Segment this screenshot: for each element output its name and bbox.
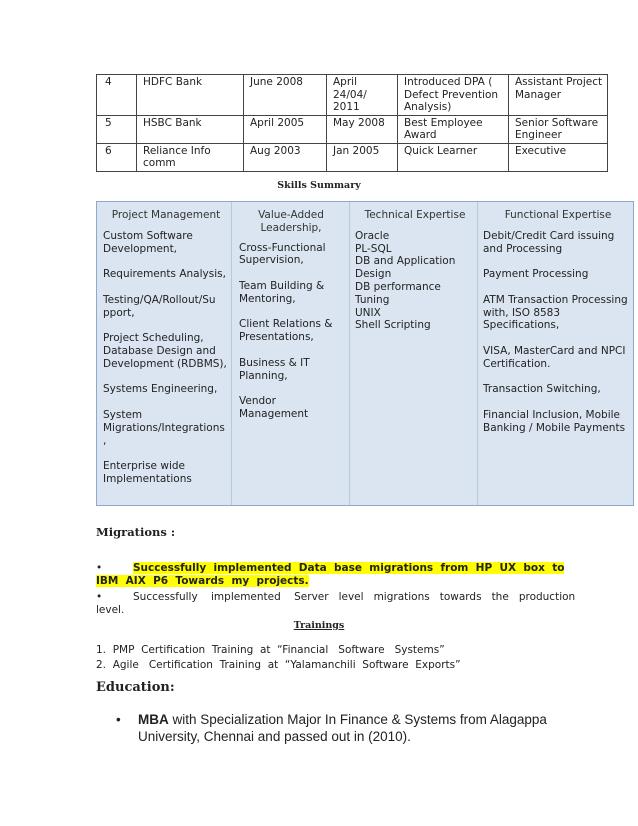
migration-item-2-line-1: Successfully implemented Server level migrations towards the production [133,591,576,603]
skill-item: DB performance Tuning [355,280,441,306]
skill-item: Enterprise wide Implementations [103,460,192,485]
skills-col-technical [355,202,475,332]
cell-no: 4 [97,75,137,116]
cell-company: Reliance Info comm [137,143,244,171]
column-header: Technical Expertise [364,209,466,221]
skill-item: UNIX [355,306,381,319]
cell-no: 6 [97,143,137,171]
skill-item: Financial Inclusion, Mobile Banking / Mobile Payments [483,408,626,434]
skills-summary-heading: Skills Summary [277,180,361,191]
cell-role: Executive [509,143,608,171]
training-item: 1. PMP Certification Training at “Financial Software Systems” [96,644,445,656]
skill-item: PL-SQL [355,242,392,255]
education-heading: Education: [96,680,175,695]
skill-item: VISA, MasterCard and NPCI Certification. [483,344,626,370]
trainings-heading: Trainings [293,620,345,631]
cell-role: Senior Software Engineer [509,115,608,143]
cell-award: Quick Learner [398,143,509,171]
bullet-icon: • [116,712,121,727]
skill-item: ATM Transaction Processing with, ISO 8583 Specifications, [483,293,628,332]
skill-item: System Migrations/Integrations , [103,408,225,447]
column-header: Value-Added Leadership, [258,209,324,234]
skill-item: DB and Application Design [355,255,456,281]
skill-item: Vendor Management [239,395,309,420]
cell-role: Assistant Project Manager [509,75,608,116]
skills-summary-box [96,201,634,506]
table-row [97,143,608,171]
skill-item: Debit/Credit Card issuing and Processing [483,229,615,255]
skills-col-functional [483,202,633,435]
migrations-heading: Migrations : [96,525,176,539]
skill-item: Testing/QA/Rollout/Su pport, [103,293,216,319]
skill-item: Oracle [355,229,390,242]
skill-item: Requirements Analysis, [103,268,226,281]
skill-item: Team Building & Mentoring, [239,279,325,305]
highlighted-text: Successfully implemented Data base migrations from HP UX box to [133,562,565,574]
bullet-icon: • [96,562,103,574]
skills-col-value-added [239,202,343,421]
skill-item: Project Scheduling, Database Design and Development (RDBMS), [103,332,227,370]
training-item: 2. Agile Certification Training at “Yalamanchili Software Exports” [96,659,461,671]
table-row [97,115,608,143]
cell-award: Introduced DPA ( Defect Prevention Analysis) [398,75,509,116]
cell-no: 5 [97,115,137,143]
cell-from: Aug 2003 [244,143,327,171]
highlighted-text: IBM AIX P6 Towards my projects. [96,575,309,587]
table-row [97,75,608,116]
degree-name: MBA [138,712,169,727]
skill-item: Cross-Functional Supervision, [239,241,326,267]
migration-item-1-line-2 [96,575,309,588]
migration-item-2-line-2: level. [96,604,125,616]
skill-item: Business & IT Planning, [239,356,310,382]
degree-detail: with Specialization Major In Finance & Systems from Alagappa University, Chennai and passed out in (2010). [138,712,547,744]
migration-item-1-line-1 [133,562,565,575]
bullet-icon: • [96,591,103,603]
column-header: Project Management [111,209,221,221]
cell-to: May 2008 [327,115,398,143]
education-text [138,711,548,745]
skill-item: Payment Processing [483,268,589,281]
cell-from: June 2008 [244,75,327,116]
employment-table [96,74,608,172]
skill-item: Transaction Switching, [483,383,601,396]
skill-item: Client Relations & Presentations, [239,318,333,344]
cell-to: Jan 2005 [327,143,398,171]
cell-from: April 2005 [244,115,327,143]
skill-item: Systems Engineering, [103,383,218,396]
skills-col-project-management [103,202,229,486]
skill-item: Shell Scripting [355,319,431,332]
skill-item: Custom Software Development, [103,229,193,255]
cell-company: HSBC Bank [137,115,244,143]
column-header: Functional Expertise [504,209,612,221]
cell-company: HDFC Bank [137,75,244,116]
cell-award: Best Employee Award [398,115,509,143]
cell-to: April 24/04/ 2011 [327,75,398,116]
